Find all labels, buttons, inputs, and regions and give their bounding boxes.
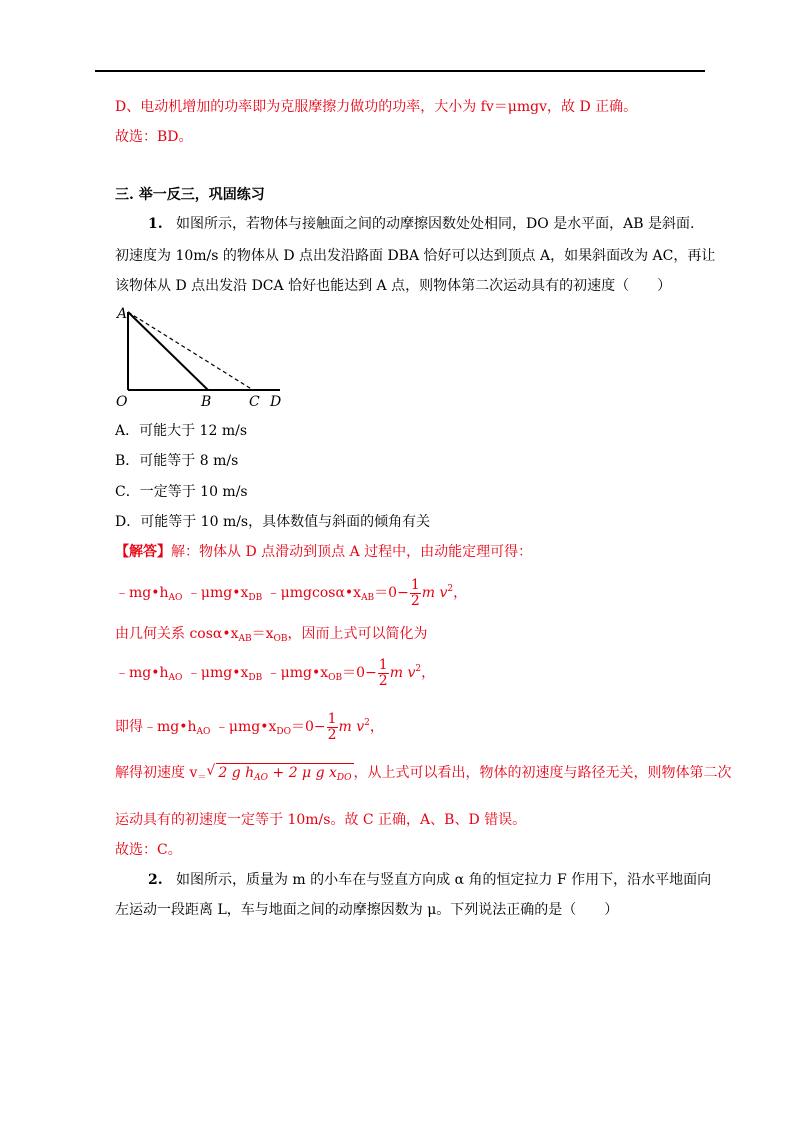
geom-sub1: AB bbox=[238, 634, 252, 644]
eq2-sub1: AO bbox=[168, 673, 183, 683]
geom-sub2: OB bbox=[273, 634, 288, 644]
rad-sub2: DO bbox=[336, 773, 352, 783]
q2-number: 2. bbox=[148, 872, 163, 888]
rad-term2: + 2 μ g x bbox=[268, 765, 337, 781]
eq2-sub2: DB bbox=[248, 673, 263, 683]
frac-den: 2 bbox=[327, 726, 337, 743]
geom-pre: 由几何关系 cosα•x bbox=[115, 626, 239, 642]
prev-answer: 故选：BD。 bbox=[115, 129, 193, 145]
eq1-sub2: DB bbox=[248, 593, 263, 603]
eq1-term3: ﹣μmgcosα•x bbox=[266, 585, 362, 601]
solution-intro: 解：物体从 D 点滑动到顶点 A 过程中，由动能定理可得： bbox=[171, 544, 533, 560]
eq1-rhs: ＝0− bbox=[374, 585, 409, 601]
v-pre: 解得初速度 v bbox=[115, 765, 198, 781]
solution-answer: 故选：C。 bbox=[115, 842, 182, 858]
eq1-sub3: AB bbox=[361, 593, 375, 603]
eq3-end: ， bbox=[369, 719, 384, 735]
q2-text-line2: 左运动一段距离 L，车与地面之间的动摩擦因数为 μ。下列说法正确的是（ ） bbox=[115, 902, 619, 918]
prev-option-d: D、电动机增加的功率即为克服摩擦力做功的功率，大小为 fv＝μmgv，故 D 正确。 bbox=[115, 99, 638, 115]
frac-den: 2 bbox=[410, 592, 420, 609]
geom-mid: ＝x bbox=[251, 626, 274, 642]
eq3-mv: m v bbox=[338, 719, 365, 735]
rad-term1: 2 g h bbox=[218, 765, 255, 781]
solution-eq1 bbox=[115, 572, 467, 615]
q1-text-line2: 初速度为 10m/s 的物体从 D 点出发沿路面 DBA 恰好可以达到顶点 A，如果斜面改为 AC，再让 bbox=[115, 248, 716, 264]
label-o: O bbox=[116, 394, 128, 410]
eq2-term1: ﹣mg•h bbox=[115, 665, 169, 681]
q1-text-line3: 该物体从 D 点出发沿 DCA 恰好也能达到 A 点，则物体第二次运动具有的初速度（ ） bbox=[115, 278, 672, 294]
q1-option-c: C．一定等于 10 m/s bbox=[115, 484, 248, 500]
eq3-rhs: ＝0− bbox=[290, 719, 326, 735]
eq2-term2: ﹣μmg•x bbox=[186, 665, 249, 681]
header-rule bbox=[95, 70, 705, 72]
frac-den: 2 bbox=[378, 672, 388, 689]
eq2-rhs: ＝0− bbox=[342, 665, 377, 681]
eq2-term3: ﹣μmg•x bbox=[266, 665, 329, 681]
eq1-end: ， bbox=[453, 585, 468, 601]
q1-line1 bbox=[148, 214, 694, 234]
eq2-sq: 2 bbox=[415, 664, 422, 674]
q1-number: 1. bbox=[148, 216, 163, 232]
q2-text-line1: 如图所示，质量为 m 的小车在与竖直方向成 α 角的恒定拉力 F 作用下，沿水平地面向 bbox=[175, 872, 712, 888]
sqrt-sign: √ bbox=[206, 763, 216, 779]
eq1-fraction bbox=[410, 578, 421, 609]
eq1-term1: ﹣mg•h bbox=[115, 585, 169, 601]
q1-option-d: D．可能等于 10 m/s，具体数值与斜面的倾角有关 bbox=[115, 514, 431, 530]
solution-intro-line bbox=[115, 542, 532, 562]
label-b: B bbox=[201, 394, 212, 410]
q1-figure bbox=[110, 300, 300, 410]
label-d: D bbox=[270, 394, 282, 410]
v-eq: ＝ bbox=[197, 773, 207, 783]
frac-num: 1 bbox=[378, 656, 388, 673]
solution-eq2 bbox=[115, 652, 435, 695]
eq2-fraction bbox=[378, 658, 389, 689]
solution-velocity bbox=[115, 758, 732, 793]
q2-line1 bbox=[148, 870, 711, 890]
rad-sub1: AO bbox=[254, 773, 269, 783]
eq2-sub3: OB bbox=[328, 673, 343, 683]
eq1-sq: 2 bbox=[447, 584, 454, 594]
sqrt-expression bbox=[206, 758, 353, 788]
solution-tag: 【解答】 bbox=[115, 544, 171, 560]
solution-conclusion: 运动具有的初速度一定等于 10m/s。故 C 正确，A、B、D 错误。 bbox=[115, 812, 527, 828]
eq3-term1: 即得﹣mg•h bbox=[115, 719, 197, 735]
eq2-mv: m v bbox=[389, 665, 416, 681]
eq1-sub1: AO bbox=[168, 593, 183, 603]
q1-option-b: B．可能等于 8 m/s bbox=[115, 453, 239, 469]
solution-eq3 bbox=[115, 706, 384, 749]
slope-ab bbox=[128, 312, 208, 390]
label-a: A bbox=[117, 306, 128, 322]
solution-geometry bbox=[115, 624, 428, 649]
eq3-fraction bbox=[327, 712, 338, 743]
frac-num: 1 bbox=[327, 710, 337, 727]
sqrt-radicand bbox=[216, 763, 353, 787]
eq3-sub2: DO bbox=[276, 727, 291, 737]
geom-post: ，因而上式可以简化为 bbox=[287, 626, 428, 642]
eq1-term2: ﹣μmg•x bbox=[186, 585, 249, 601]
frac-num: 1 bbox=[410, 576, 420, 593]
eq2-end: ， bbox=[421, 665, 436, 681]
label-c: C bbox=[249, 394, 260, 410]
eq1-mv: m v bbox=[421, 585, 448, 601]
slope-ac bbox=[128, 312, 253, 390]
v-post: ，从上式可以看出，物体的初速度与路径无关，则物体第二次 bbox=[353, 765, 732, 781]
eq3-sub1: AO bbox=[196, 727, 211, 737]
eq3-term2: ﹣μmg•x bbox=[214, 719, 277, 735]
eq3-sq: 2 bbox=[364, 718, 370, 728]
q1-option-a: A．可能大于 12 m/s bbox=[115, 423, 248, 439]
q1-text-line1: 如图所示，若物体与接触面之间的动摩擦因数处处相同，DO 是水平面，AB 是斜面. bbox=[175, 216, 695, 232]
section-title: 三. 举一反三，巩固练习 bbox=[115, 187, 265, 203]
